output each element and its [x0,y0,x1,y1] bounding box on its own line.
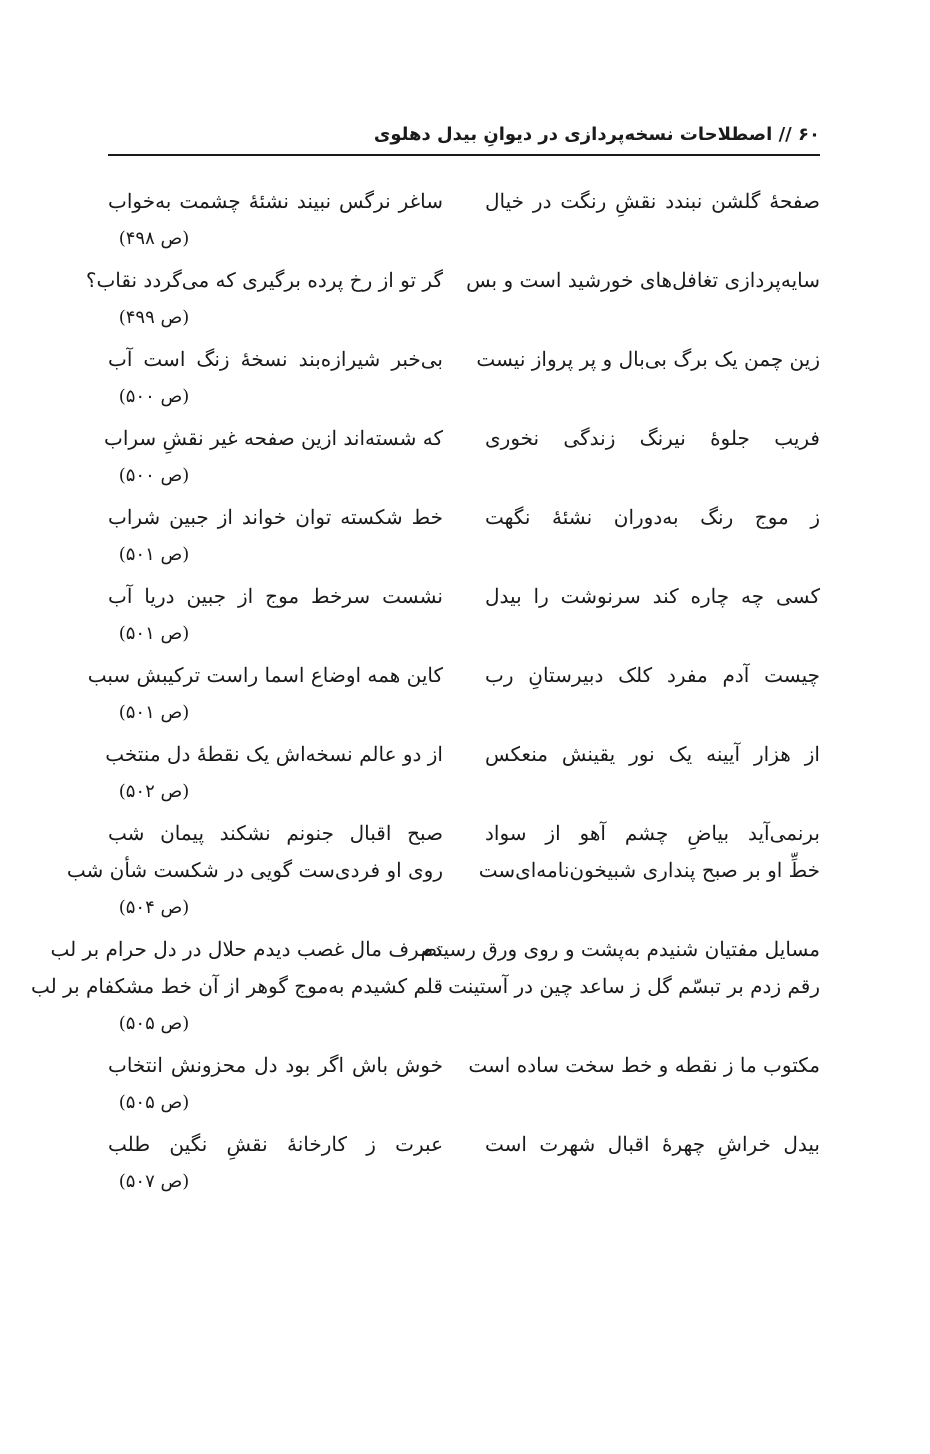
second-hemistich: کاین همه اوضاع اسما راست ترکیبش سبب [87,663,443,687]
page-reference-row [108,457,820,499]
second-hemistich: که شسته‌اند ازین صفحه غیر نقشِ سراب [104,426,443,450]
verse-line [108,578,820,615]
page-reference: (ص ۴۹۸) [118,228,190,249]
page-reference: (ص ۵۰۰) [118,465,190,486]
second-hemistich: خط شکسته توان خواند از جبین شراب [108,505,443,529]
second-hemistich: ساغر نرگس نبیند نشئهٔ چشمت به‌خواب [108,189,443,213]
page-reference: (ص ۴۹۹) [118,307,190,328]
verse-line [108,815,820,852]
page-reference-row [108,773,820,815]
second-hemistich: بی‌خبر شیرازه‌بند نسخهٔ زنگ است آب [108,347,443,371]
page-reference-row [108,378,820,420]
verse-line [87,657,820,694]
page-reference-row [108,889,820,931]
verse-line [50,931,820,968]
page-reference: (ص ۵۰۰) [118,386,190,407]
second-hemistich: قلم کشیدم به‌موج گوهر از آن خط مشکفام بر لب [30,974,443,998]
page-reference: (ص ۵۰۲) [118,781,190,802]
page-reference-row [108,694,820,736]
page-reference: (ص ۵۰۵) [118,1013,190,1034]
first-hemistich: برنمی‌آید بیاضِ چشم آهو از سواد [485,821,820,845]
verse-line [108,341,820,378]
verse-line [105,736,820,773]
second-hemistich: تصرف مال غصب دیدم حلال در دل حرام بر لب [50,937,443,961]
first-hemistich: ز موج رنگ به‌دوران نشئهٔ نگهت [485,505,820,529]
first-hemistich: مکتوب ما ز نقطه و خط سخت ساده است [468,1053,820,1077]
page-reference: (ص ۵۰۱) [118,702,190,723]
first-hemistich: چیست آدم مفرد کلک دبیرستانِ رب [485,663,820,687]
verse-line [85,262,820,299]
first-hemistich: کسی چه چاره کند سرنوشت را بیدل [485,584,820,608]
first-hemistich: فریب جلوهٔ نیرنگ زندگی نخوری [485,426,820,450]
first-hemistich: صفحهٔ گلشن نبندد نقشِ رنگت در خیال [485,189,820,213]
verse-line [104,420,820,457]
verse-line [108,499,820,536]
second-hemistich: از دو عالم نسخه‌اش یک نقطهٔ دل منتخب [105,742,443,766]
header-rule [108,154,820,156]
first-hemistich: سایه‌پردازی تغافل‌های خورشید است و بس [466,268,820,292]
page-reference: (ص ۵۰۴) [118,897,190,918]
page-reference-row [108,1005,820,1047]
first-hemistich: بیدل خراشِ چهرهٔ اقبال شهرت است [485,1132,820,1156]
first-hemistich: خطِّ او بر صبح پنداری شبیخون‌نامه‌ای‌ست [478,858,820,882]
page-reference-row [108,299,820,341]
page-reference: (ص ۵۰۵) [118,1092,190,1113]
first-hemistich: مسایل مفتیان شنیدم به‌پشت و روی ورق رسیدم [420,937,820,961]
second-hemistich: نشست سرخط موج از جبین دریا آب [108,584,443,608]
verse-line [66,852,820,889]
second-hemistich: گر تو از رخ پرده برگیری که می‌گردد نقاب؟ [85,268,443,292]
poem-body [30,183,820,1205]
second-hemistich: صبح اقبال جنونم نشکند پیمان شب [108,821,443,845]
second-hemistich: خوش باش اگر بود دل محزونش انتخاب [108,1053,443,1077]
verse-line [30,968,820,1005]
verse-line [108,1047,820,1084]
page-reference-row [108,615,820,657]
page-reference: (ص ۵۰۱) [118,544,190,565]
verse-line [108,1126,820,1163]
page-reference-row [108,1163,820,1205]
second-hemistich: عبرت ز کارخانهٔ نقشِ نگین طلب [108,1132,443,1156]
page-reference: (ص ۵۰۱) [118,623,190,644]
running-header: ۶۰ // اصطلاحات نسخه‌پردازی در دیوانِ بیدل دهلوی [373,124,820,145]
first-hemistich: رقم زدم بر تبسّم گل ز ساعد چین در آستینت [448,974,820,998]
second-hemistich: روی او فردی‌ست گویی در شکست شأن شب [66,858,443,882]
first-hemistich: زین چمن یک برگ بی‌بال و پر پرواز نیست [476,347,820,371]
page-reference-row [108,1084,820,1126]
page-reference-row [108,536,820,578]
page-reference: (ص ۵۰۷) [118,1171,190,1192]
verse-line [108,183,820,220]
page-reference-row [108,220,820,262]
first-hemistich: از هزار آیینه یک نور یقینش منعکس [485,742,820,766]
